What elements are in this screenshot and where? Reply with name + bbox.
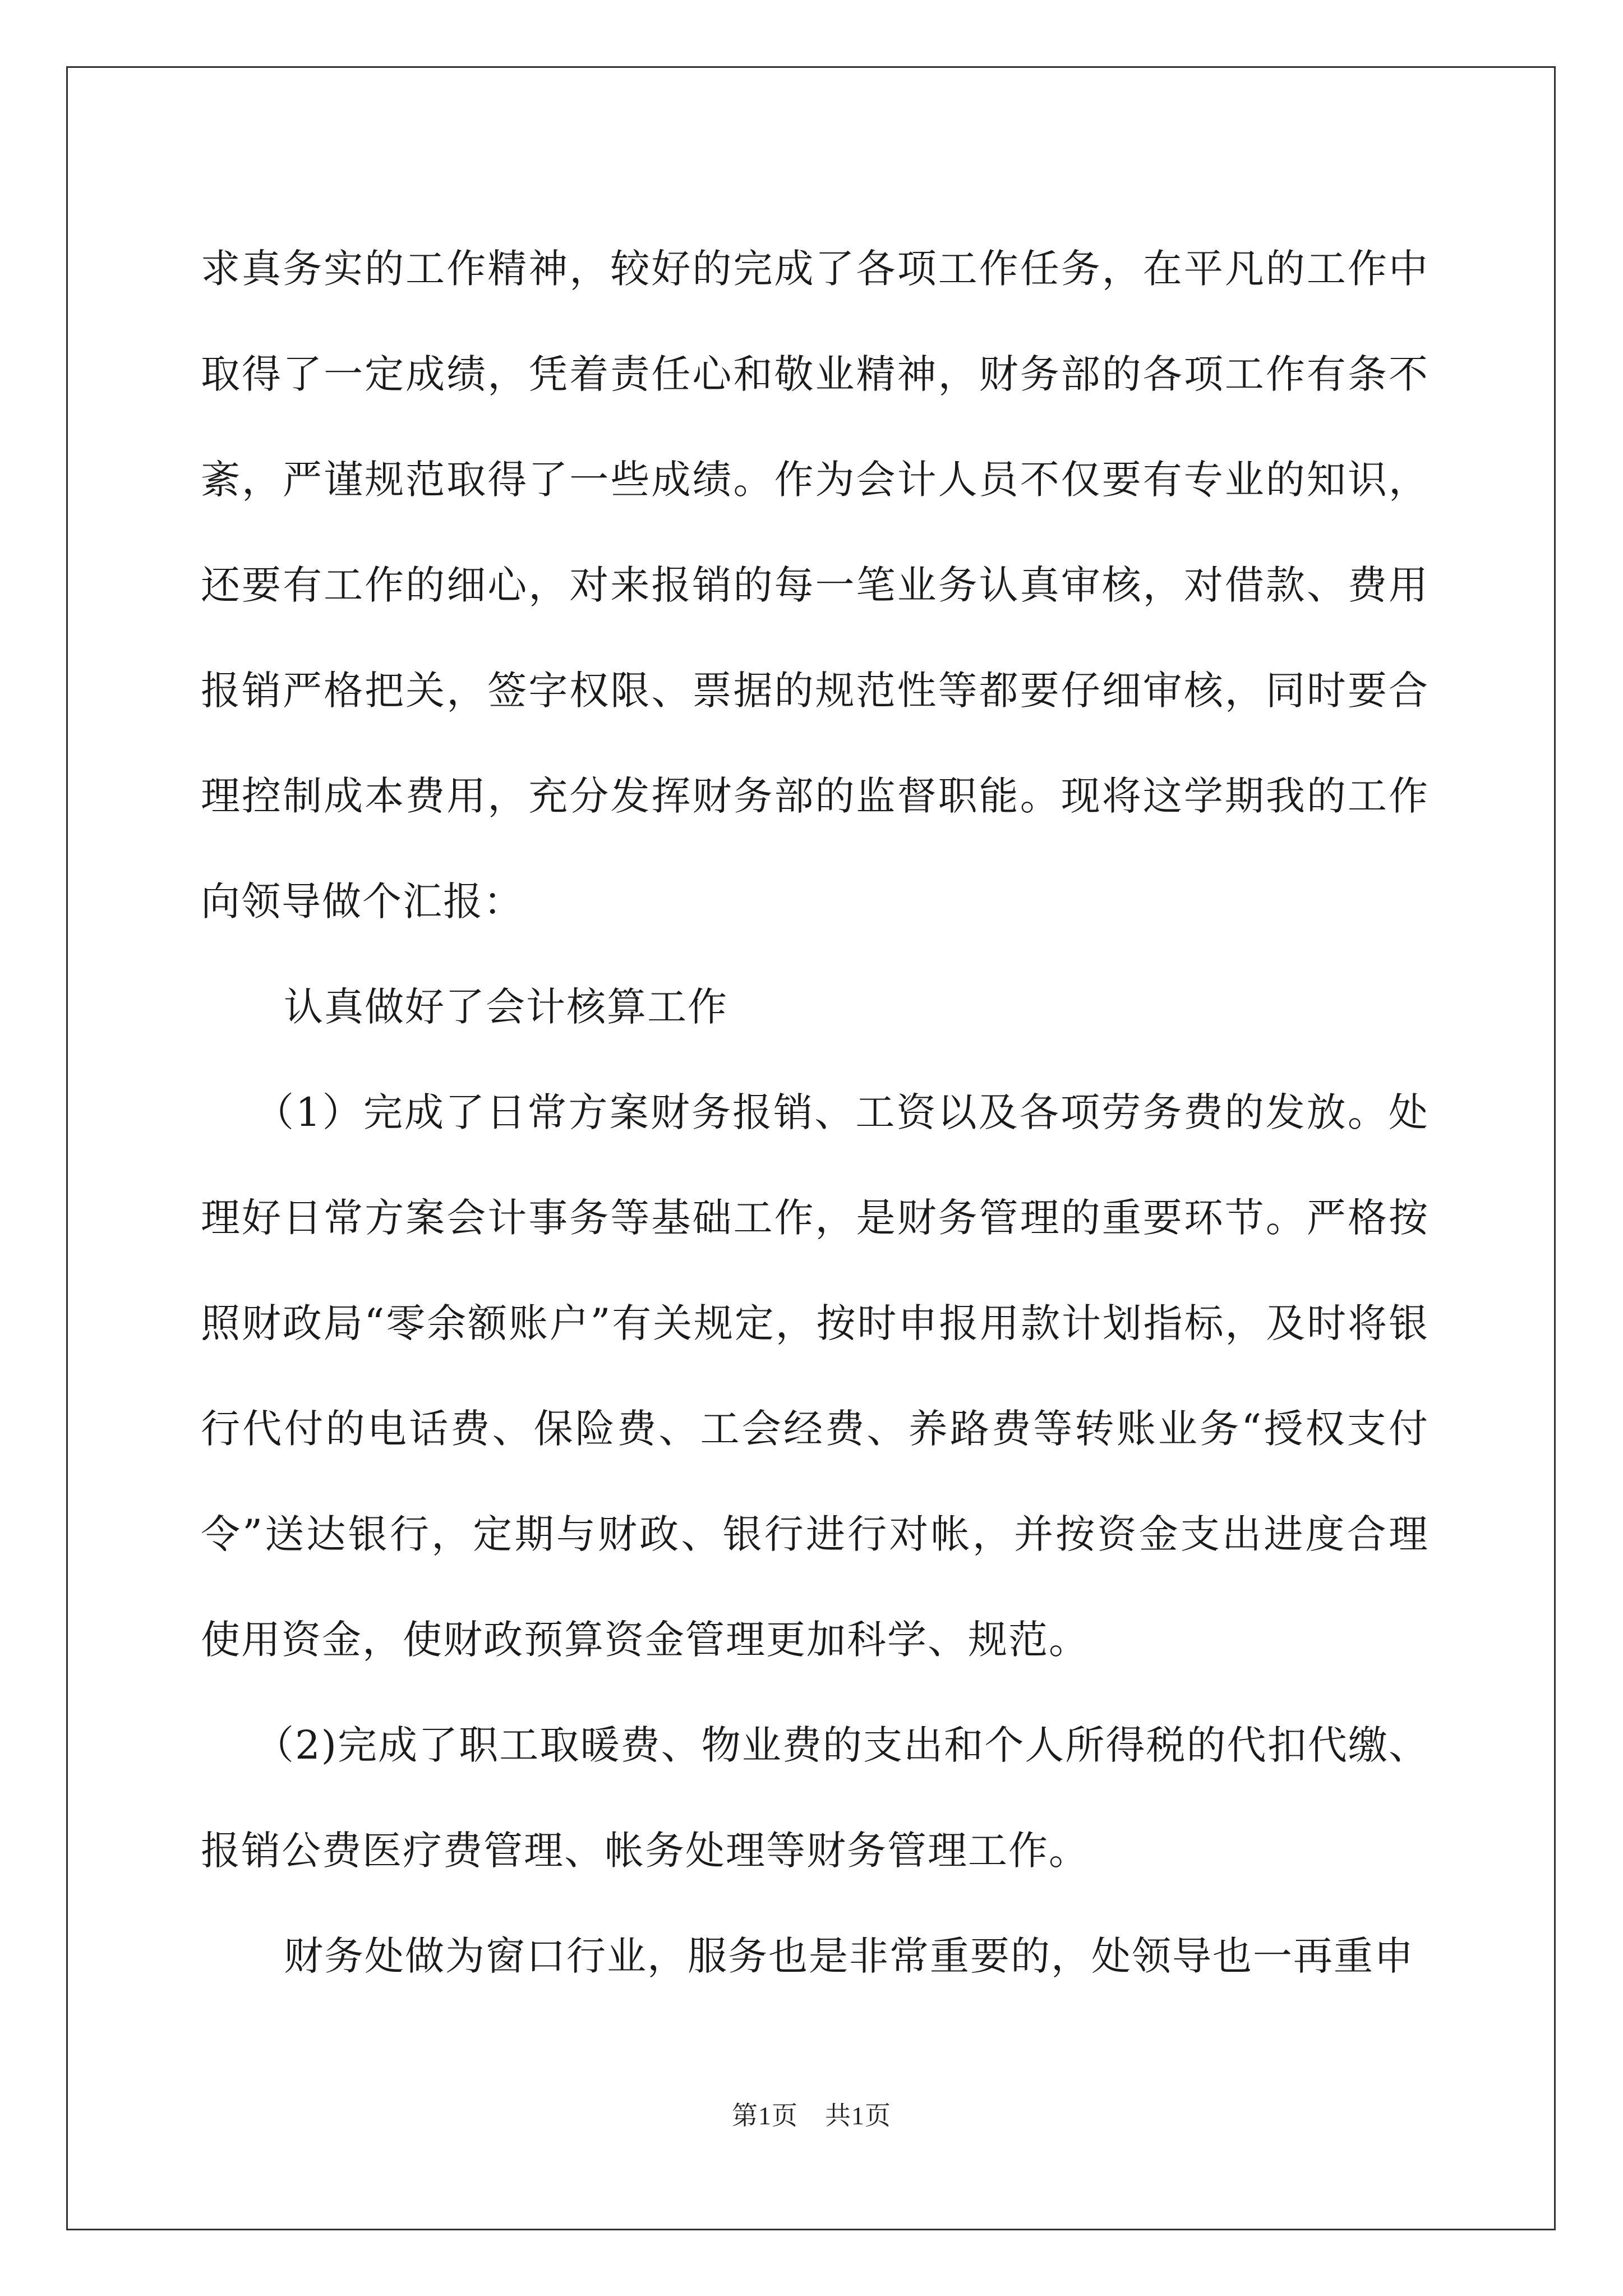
page-number-total: 共1页 [825, 2101, 891, 2130]
section-heading: 认真做好了会计核算工作 [284, 984, 728, 1030]
paragraph-intro: 求真务实的工作精神，较好的完成了各项工作任务，在平凡的工作中取得了一定成绩，凭着责任心和敬业精神，财务部的各项工作有条不紊，严谨规范取得了一些成绩。作为会计人员不仅要有专业的知识，还要有工作的细心，对来报销的每一笔业务认真审核，对借款、费用报销严格把关，签字权限、票据的规范性等都要仔细审核，同时要合理控制成本费用，充分发挥财务部的监督职能。现将这学期我的工作向领导做个汇报： [201, 246, 1429, 924]
document-body [201, 216, 1429, 2009]
page-footer [0, 2095, 1623, 2132]
paragraph-service: 财务处做为窗口行业，服务也是非常重要的，处领导也一再重申 [284, 1933, 1414, 1979]
page-number-current: 第1页 [732, 2101, 798, 2130]
paragraph-item-2: （2)完成了职工取暖费、物业费的支出和个人所得税的代扣代缴、报销公费医疗费管理、帐务处理等财务管理工作。 [201, 1722, 1429, 1874]
paragraph-item-1: （1）完成了日常方案财务报销、工资以及各项劳务费的发放。处理好日常方案会计事务等基础工作，是财务管理的重要环节。严格按照财政局“零余额账户”有关规定，按时申报用款计划指标，及时将银行代付的电话费、保险费、工会经费、养路费等转账业务“授权支付令”送达银行，定期与财政、银行进行对帐，并按资金支出进度合理使用资金，使财政预算资金管理更加科学、规范。 [201, 1089, 1429, 1663]
